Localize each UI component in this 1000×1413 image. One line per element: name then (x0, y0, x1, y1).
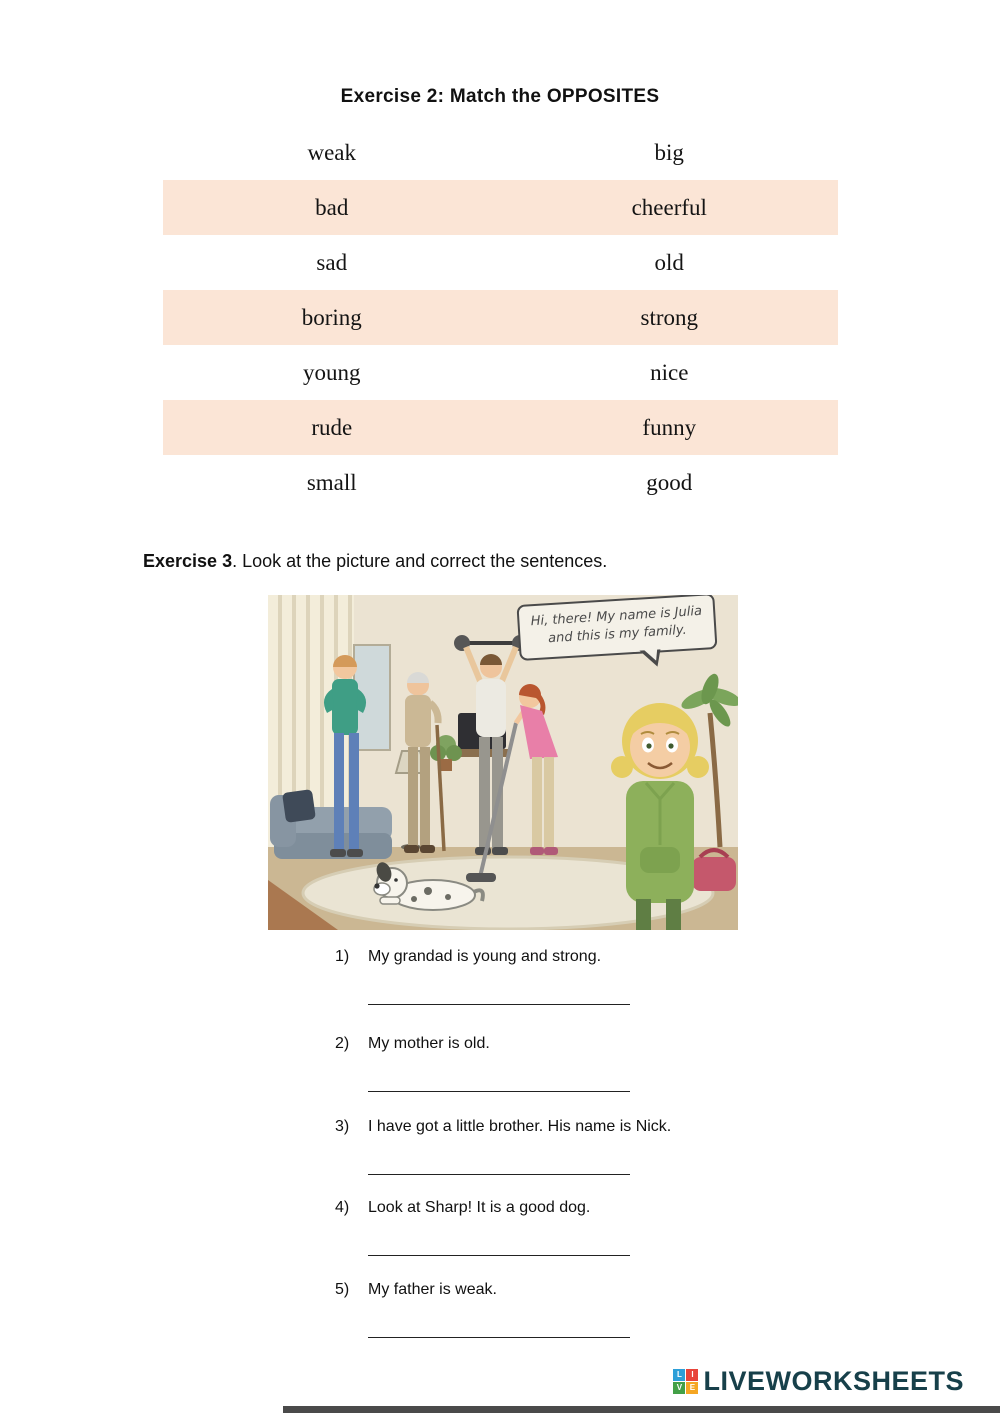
match-right-word[interactable]: good (646, 469, 693, 495)
sentence-number: 5) (335, 1281, 350, 1298)
sentence-text: My father is weak. (368, 1281, 497, 1298)
answer-line[interactable] (368, 1337, 630, 1338)
sentence-text: My mother is old. (368, 1035, 490, 1052)
sentence-text: My grandad is young and strong. (368, 948, 602, 965)
exercise3-instruction: . Look at the picture and correct the sentences. (232, 551, 608, 571)
match-right-word[interactable]: strong (640, 304, 698, 330)
sentence-block (335, 1197, 630, 1256)
speech-bubble-tail-icon (639, 650, 661, 668)
match-row (163, 235, 838, 290)
footer-brand[interactable] (673, 1366, 964, 1397)
sentence-block (335, 1116, 671, 1175)
answer-line[interactable] (368, 1174, 630, 1175)
sentence-text: I have got a little brother. His name is Nick. (368, 1118, 672, 1135)
sentence-block (335, 1033, 630, 1092)
match-left-word[interactable]: young (303, 359, 361, 385)
exercise3-label: Exercise 3 (143, 551, 233, 571)
sentence-number: 4) (335, 1199, 350, 1216)
answer-line[interactable] (368, 1091, 630, 1092)
sentence-text: Look at Sharp! It is a good dog. (368, 1199, 591, 1216)
logo-square-e: E (686, 1382, 698, 1394)
match-right-word[interactable]: nice (650, 359, 689, 385)
speech-bubble-text: Hi, there! My name is Julia and this is my family. (530, 603, 703, 647)
match-left-word[interactable]: weak (307, 139, 357, 165)
match-right-word[interactable]: funny (642, 414, 697, 440)
match-row (163, 345, 838, 400)
family-picture (268, 595, 738, 930)
answer-line[interactable] (368, 1004, 630, 1005)
match-table (163, 125, 838, 510)
exercise3-title (143, 551, 607, 572)
liveworksheets-logo-icon (673, 1369, 698, 1394)
answer-line[interactable] (368, 1255, 630, 1256)
match-left-word[interactable]: bad (315, 194, 349, 220)
match-left-word[interactable]: small (306, 469, 357, 495)
match-right-word[interactable]: cheerful (631, 194, 707, 220)
page-bottom-edge (283, 1406, 1000, 1413)
exercise2-title: Exercise 2: Match the OPPOSITES (340, 86, 660, 107)
match-left-word[interactable]: sad (316, 249, 348, 275)
sentence-number: 1) (335, 948, 350, 965)
match-right-word[interactable]: big (654, 139, 684, 165)
sentence-number: 2) (335, 1035, 350, 1052)
match-left-word[interactable]: rude (311, 414, 353, 440)
sentence-number: 3) (335, 1118, 350, 1135)
match-left-word[interactable]: boring (301, 304, 362, 330)
match-row (163, 290, 838, 345)
sentence-block (335, 946, 630, 1005)
match-row (163, 455, 838, 510)
match-row (163, 180, 838, 235)
match-right-word[interactable]: old (654, 249, 684, 275)
match-row (163, 125, 838, 180)
logo-square-l: L (673, 1369, 685, 1381)
logo-square-i: I (686, 1369, 698, 1381)
logo-square-v: V (673, 1382, 685, 1394)
sentence-block (335, 1279, 630, 1338)
brand-name: LIVEWORKSHEETS (703, 1366, 964, 1396)
match-row (163, 400, 838, 455)
